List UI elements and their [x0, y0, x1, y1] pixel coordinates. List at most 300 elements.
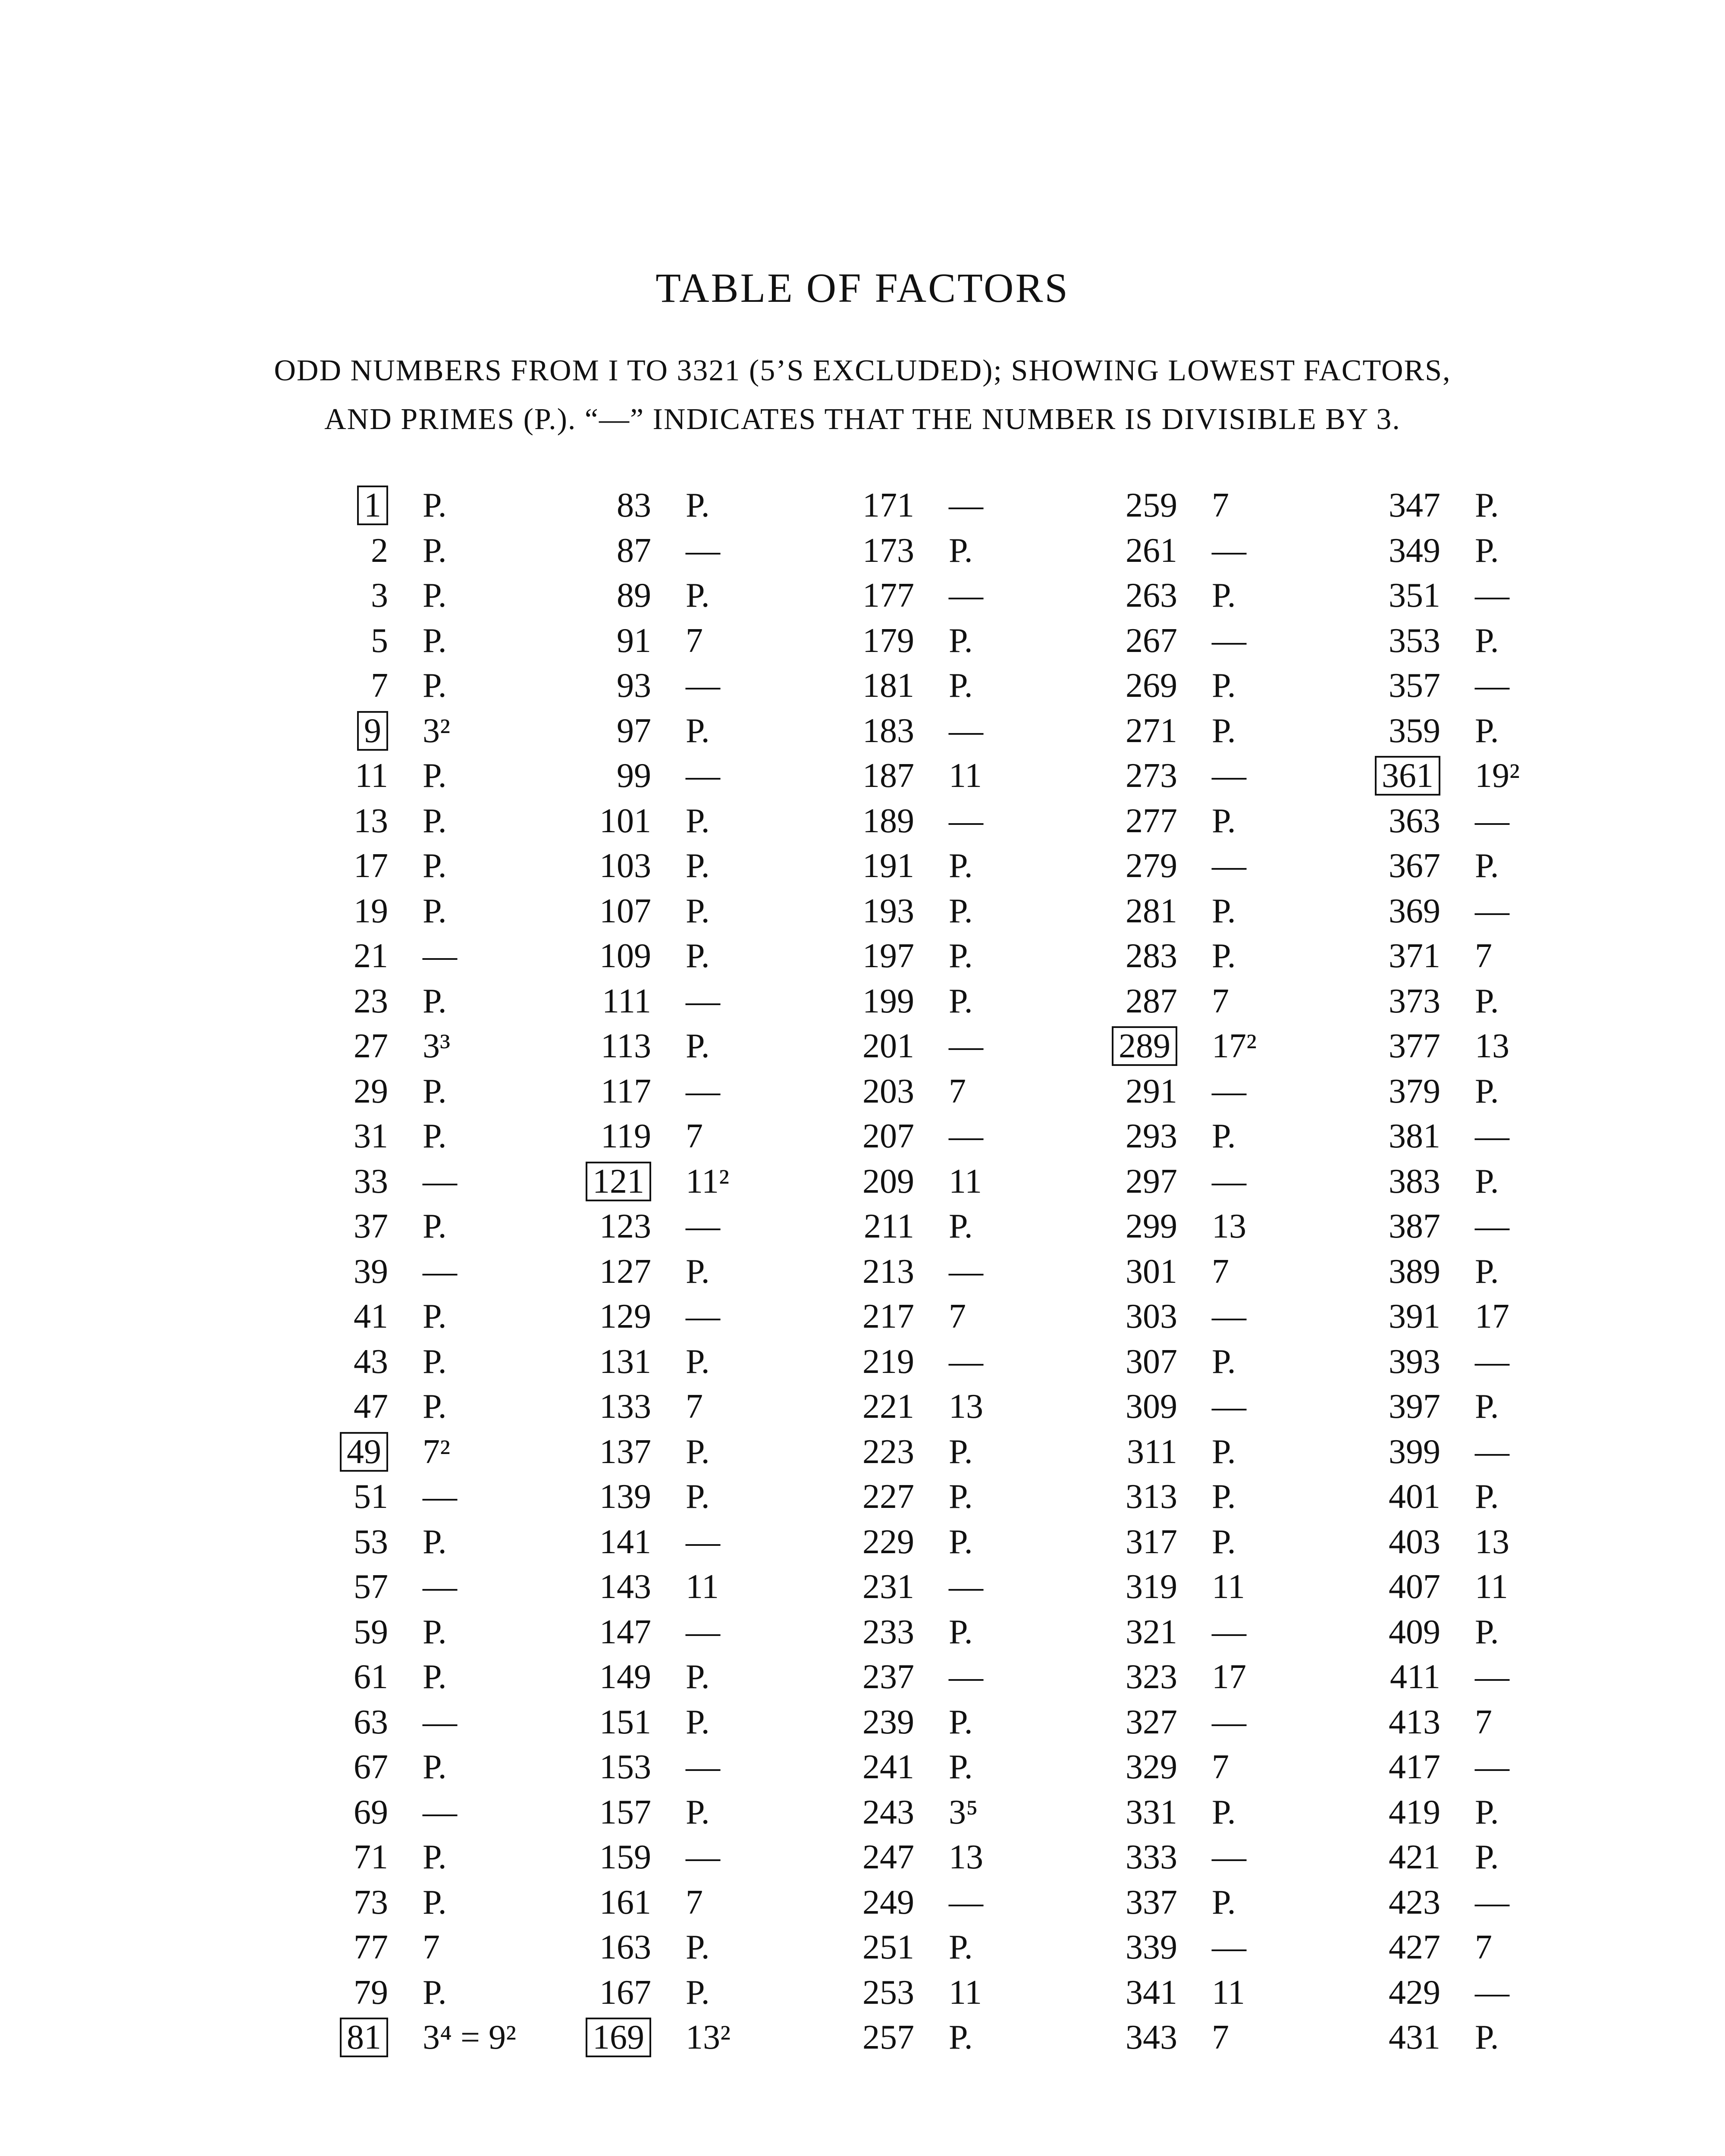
table-number: 299 — [1126, 1207, 1177, 1245]
table-factor: — — [686, 1207, 720, 1245]
table-number: 313 — [1126, 1478, 1177, 1516]
table-number: 379 — [1389, 1072, 1440, 1110]
table-factor: P. — [423, 1388, 447, 1426]
table-factor: — — [1475, 1883, 1509, 1921]
table-factor: — — [423, 1478, 457, 1516]
table-number: 27 — [354, 1027, 388, 1065]
table-number: 397 — [1389, 1388, 1440, 1426]
subtitle-line-1: ODD NUMBERS FROM I TO 3321 (5’S EXCLUDED); SHOWING LOWEST FACTORS, — [274, 354, 1451, 387]
table-factor: — — [1212, 757, 1246, 795]
table-number: 331 — [1126, 1793, 1177, 1831]
table-factor: P. — [686, 1658, 710, 1696]
table-factor: P. — [423, 486, 447, 524]
table-number: 257 — [862, 2018, 914, 2056]
table-number: 143 — [599, 1568, 651, 1606]
table-factor: 7² — [423, 1432, 450, 1471]
table-factor: P. — [423, 1613, 447, 1651]
table-number: 409 — [1389, 1613, 1440, 1651]
table-factor: 17 — [1212, 1658, 1246, 1696]
table-factor: 11 — [686, 1568, 719, 1606]
table-number: 319 — [1126, 1568, 1177, 1606]
table-factor: 3³ — [423, 1027, 450, 1065]
table-factor: P. — [949, 937, 973, 975]
table-number: 187 — [862, 757, 914, 795]
table-factor: 7 — [1212, 982, 1229, 1020]
table-factor: P. — [423, 1748, 447, 1786]
table-factor: P. — [949, 1432, 973, 1471]
table-factor: — — [1475, 577, 1509, 614]
table-factor: P. — [686, 577, 710, 614]
table-factor: P. — [423, 892, 447, 930]
table-factor: P. — [423, 667, 447, 705]
table-number: 201 — [862, 1027, 914, 1065]
table-factor: 7 — [423, 1928, 440, 1966]
table-factor: 13 — [1475, 1523, 1509, 1561]
table-number-square: 121 — [505, 1159, 668, 1204]
table-number: 29 — [354, 1072, 388, 1110]
table-number: 393 — [1389, 1342, 1440, 1381]
table-number: 79 — [354, 1973, 388, 2012]
table-number: 61 — [354, 1658, 388, 1696]
table-factor: P. — [423, 621, 447, 660]
table-number: 151 — [599, 1703, 651, 1741]
table-factor: — — [1475, 1432, 1509, 1471]
table-factor: P. — [423, 1297, 447, 1335]
table-factor: P. — [686, 802, 710, 840]
table-number: 131 — [599, 1342, 651, 1381]
table-number: 321 — [1126, 1613, 1177, 1651]
table-number: 241 — [862, 1748, 914, 1786]
table-factor: P. — [686, 1928, 710, 1966]
table-number: 99 — [617, 757, 651, 795]
table-number: 377 — [1389, 1027, 1440, 1065]
table-factor: P. — [423, 1838, 447, 1876]
table-number: 231 — [862, 1568, 914, 1606]
table-factor: — — [1475, 667, 1509, 705]
table-factor: P. — [949, 2018, 973, 2056]
table-number: 279 — [1126, 847, 1177, 885]
table-factor: P. — [1212, 1117, 1236, 1155]
table-factor: P. — [686, 1478, 710, 1516]
table-number: 117 — [600, 1072, 651, 1110]
table-factor: P. — [423, 847, 447, 885]
table-factor: — — [949, 1883, 983, 1921]
table-number: 53 — [354, 1523, 388, 1561]
table-factor: 11 — [1212, 1973, 1245, 2012]
table-number: 73 — [354, 1883, 388, 1921]
table-factor: — — [686, 1072, 720, 1110]
table-number: 87 — [617, 531, 651, 570]
table-number: 153 — [599, 1748, 651, 1786]
table-number: 41 — [354, 1297, 388, 1335]
table-number: 91 — [617, 621, 651, 660]
table-factor: P. — [1475, 847, 1499, 885]
table-factor: P. — [1212, 1523, 1236, 1561]
table-factor: — — [1475, 1342, 1509, 1381]
table-factor: 11 — [1212, 1568, 1245, 1606]
table-number: 291 — [1126, 1072, 1177, 1110]
table-number: 261 — [1126, 531, 1177, 570]
table-number: 213 — [862, 1252, 914, 1291]
table-factor: P. — [949, 1523, 973, 1561]
table-factor: — — [949, 711, 983, 750]
table-number: 307 — [1126, 1342, 1177, 1381]
table-number: 357 — [1389, 667, 1440, 705]
table-number: 219 — [862, 1342, 914, 1381]
table-number: 407 — [1389, 1568, 1440, 1606]
table-factor: — — [423, 1568, 457, 1606]
table-number: 309 — [1126, 1388, 1177, 1426]
table-factor: P. — [949, 847, 973, 885]
table-number: 161 — [599, 1883, 651, 1921]
table-factor: P. — [1475, 1478, 1499, 1516]
table-factor: 7 — [949, 1297, 966, 1335]
table-number: 259 — [1126, 486, 1177, 524]
table-factor: — — [1212, 621, 1246, 660]
table-number: 311 — [1126, 1432, 1177, 1471]
table-factor: 11² — [686, 1162, 730, 1200]
table-number: 411 — [1389, 1658, 1440, 1696]
table-number: 347 — [1389, 486, 1440, 524]
table-number: 367 — [1389, 847, 1440, 885]
table-number: 327 — [1126, 1703, 1177, 1741]
table-number: 383 — [1389, 1162, 1440, 1200]
table-number: 317 — [1126, 1523, 1177, 1561]
table-factor: P. — [1475, 1252, 1499, 1291]
table-factor: — — [1475, 1973, 1509, 2012]
table-number: 329 — [1126, 1748, 1177, 1786]
table-number: 21 — [354, 937, 388, 975]
table-factor: P. — [1475, 711, 1499, 750]
table-factor: P. — [1475, 531, 1499, 570]
table-factor: 13 — [949, 1388, 983, 1426]
subtitle-line-2: AND PRIMES (P.). “—” INDICATES THAT THE NUMBER IS DIVISIBLE BY 3. — [324, 403, 1401, 436]
table-factor: P. — [1212, 1432, 1236, 1471]
table-factor: — — [1212, 1703, 1246, 1741]
table-number: 63 — [354, 1703, 388, 1741]
table-number: 229 — [862, 1523, 914, 1561]
table-number: 301 — [1126, 1252, 1177, 1291]
table-factor: — — [1212, 1613, 1246, 1651]
table-factor: P. — [686, 1027, 710, 1065]
table-factor: — — [949, 802, 983, 840]
table-number: 183 — [862, 711, 914, 750]
table-number: 173 — [862, 531, 914, 570]
table-number-square: 49 — [242, 1429, 405, 1475]
table-number: 43 — [354, 1342, 388, 1381]
table-number: 17 — [354, 847, 388, 885]
table-factor: P. — [423, 757, 447, 795]
table-factor: P. — [949, 1207, 973, 1245]
table-factor: P. — [1475, 982, 1499, 1020]
table-factor: — — [686, 667, 720, 705]
table-factor: 7 — [686, 1883, 703, 1921]
table-number: 129 — [599, 1297, 651, 1335]
table-factor: 11 — [1475, 1568, 1509, 1606]
table-factor: P. — [949, 621, 973, 660]
table-factor: P. — [1212, 937, 1236, 975]
table-number: 277 — [1126, 802, 1177, 840]
table-factor: P. — [1212, 1793, 1236, 1831]
table-number: 387 — [1389, 1207, 1440, 1245]
table-factor: P. — [423, 1523, 447, 1561]
table-number: 101 — [599, 802, 651, 840]
table-number: 283 — [1126, 937, 1177, 975]
table-factor: P. — [1212, 892, 1236, 930]
table-factor: P. — [949, 1748, 973, 1786]
table-factor: — — [1212, 531, 1246, 570]
table-number: 59 — [354, 1613, 388, 1651]
table-factor: P. — [1212, 1478, 1236, 1516]
table-number: 189 — [862, 802, 914, 840]
table-factor: P. — [1475, 1613, 1499, 1651]
table-factor: 7 — [949, 1072, 966, 1110]
table-number: 297 — [1126, 1162, 1177, 1200]
table-number: 67 — [354, 1748, 388, 1786]
table-factor: 13 — [1212, 1207, 1246, 1245]
table-number: 107 — [599, 892, 651, 930]
table-factor: — — [1212, 1162, 1246, 1200]
table-number: 163 — [599, 1928, 651, 1966]
table-factor: 19² — [1475, 757, 1520, 795]
table-number: 239 — [862, 1703, 914, 1741]
table-factor: P. — [1212, 802, 1236, 840]
table-number: 391 — [1389, 1297, 1440, 1335]
table-factor: — — [1475, 892, 1509, 930]
table-factor: — — [1212, 1297, 1246, 1335]
table-factor: P. — [423, 982, 447, 1020]
table-number: 77 — [354, 1928, 388, 1966]
table-number: 103 — [599, 847, 651, 885]
table-number: 287 — [1126, 982, 1177, 1020]
table-factor: P. — [949, 667, 973, 705]
table-number: 23 — [354, 982, 388, 1020]
table-number: 93 — [617, 667, 651, 705]
table-number: 141 — [599, 1523, 651, 1561]
table-number: 269 — [1126, 667, 1177, 705]
table-number: 223 — [862, 1432, 914, 1471]
table-factor: P. — [686, 711, 710, 750]
table-factor: — — [1475, 1207, 1509, 1245]
table-number: 137 — [599, 1432, 651, 1471]
table-factor: — — [423, 1252, 457, 1291]
table-number: 39 — [354, 1252, 388, 1291]
table-factor: — — [686, 757, 720, 795]
table-number: 399 — [1389, 1432, 1440, 1471]
table-number: 267 — [1126, 621, 1177, 660]
table-number: 251 — [862, 1928, 914, 1966]
table-factor: — — [949, 1658, 983, 1696]
table-number: 381 — [1389, 1117, 1440, 1155]
table-number: 273 — [1126, 757, 1177, 795]
table-factor: 3⁵ — [949, 1793, 978, 1831]
table-factor: 13² — [686, 2018, 731, 2056]
table-number: 11 — [354, 757, 388, 795]
table-number: 243 — [862, 1793, 914, 1831]
table-number: 339 — [1126, 1928, 1177, 1966]
table-number: 111 — [602, 982, 651, 1020]
table-number: 181 — [862, 667, 914, 705]
table-number: 157 — [599, 1793, 651, 1831]
table-number: 293 — [1126, 1117, 1177, 1155]
table-number: 237 — [862, 1658, 914, 1696]
table-factor: P. — [1475, 621, 1499, 660]
table-number-square: 81 — [242, 2015, 405, 2060]
table-factor: 7 — [1212, 1748, 1229, 1786]
table-factor: — — [1212, 847, 1246, 885]
table-factor: 13 — [949, 1838, 983, 1876]
table-factor: — — [1212, 1928, 1246, 1966]
table-number: 421 — [1389, 1838, 1440, 1876]
table-factor: P. — [1212, 711, 1236, 750]
table-number: 51 — [354, 1478, 388, 1516]
table-number: 209 — [862, 1162, 914, 1200]
table-number: 97 — [617, 711, 651, 750]
table-factor: P. — [686, 1342, 710, 1381]
table-number: 139 — [599, 1478, 651, 1516]
table-number: 353 — [1389, 621, 1440, 660]
table-factor: P. — [1475, 486, 1499, 524]
table-factor: — — [686, 1748, 720, 1786]
table-number: 351 — [1389, 577, 1440, 614]
table-factor: P. — [1212, 577, 1236, 614]
table-number: 333 — [1126, 1838, 1177, 1876]
table-factor: P. — [1212, 1883, 1236, 1921]
table-number: 417 — [1389, 1748, 1440, 1786]
table-number: 13 — [354, 802, 388, 840]
table-factor: — — [1475, 1117, 1509, 1155]
table-number: 431 — [1389, 2018, 1440, 2056]
table-number: 149 — [599, 1658, 651, 1696]
table-factor: — — [949, 577, 983, 614]
table-number: 371 — [1389, 937, 1440, 975]
table-factor: 11 — [949, 1162, 982, 1200]
table-number: 199 — [862, 982, 914, 1020]
table-number: 167 — [599, 1973, 651, 2012]
table-number: 363 — [1389, 802, 1440, 840]
table-factor: P. — [686, 892, 710, 930]
table-factor: — — [686, 982, 720, 1020]
table-number: 113 — [600, 1027, 651, 1065]
table-number: 31 — [354, 1117, 388, 1155]
table-number: 429 — [1389, 1973, 1440, 2012]
table-number: 179 — [862, 621, 914, 660]
table-factor: P. — [1475, 1838, 1499, 1876]
table-number: 341 — [1126, 1973, 1177, 2012]
table-number: 337 — [1126, 1883, 1177, 1921]
table-number: 71 — [354, 1838, 388, 1876]
table-factor: — — [1212, 1072, 1246, 1110]
table-factor: 3⁴ = 9² — [423, 2018, 516, 2056]
table-number: 89 — [617, 577, 651, 614]
table-number: 233 — [862, 1613, 914, 1651]
table-factor: P. — [686, 486, 710, 524]
table-number: 19 — [354, 892, 388, 930]
table-factor: P. — [1475, 1162, 1499, 1200]
table-number: 419 — [1389, 1793, 1440, 1831]
table-factor: 7 — [1475, 1703, 1492, 1741]
table-number: 211 — [863, 1207, 914, 1245]
table-number: 343 — [1126, 2018, 1177, 2056]
table-factor: P. — [423, 531, 447, 570]
table-number: 37 — [354, 1207, 388, 1245]
table-factor: — — [686, 1613, 720, 1651]
table-number: 221 — [862, 1388, 914, 1426]
table-factor: P. — [1475, 2018, 1499, 2056]
table-factor: P. — [949, 982, 973, 1020]
table-factor: P. — [423, 802, 447, 840]
table-factor: 7 — [1212, 1252, 1229, 1291]
table-factor: — — [686, 1523, 720, 1561]
table-factor: P. — [1475, 1793, 1499, 1831]
table-factor: — — [1212, 1838, 1246, 1876]
table-factor: — — [686, 531, 720, 570]
table-factor: P. — [949, 1478, 973, 1516]
table-number: 249 — [862, 1883, 914, 1921]
table-number: 57 — [354, 1568, 388, 1606]
table-factor: P. — [423, 1072, 447, 1110]
table-factor: — — [1475, 802, 1509, 840]
table-factor: P. — [949, 531, 973, 570]
table-factor: — — [1475, 1658, 1509, 1696]
table-factor: P. — [423, 1207, 447, 1245]
table-number: 133 — [599, 1388, 651, 1426]
table-number: 389 — [1389, 1252, 1440, 1291]
table-factor: P. — [949, 1928, 973, 1966]
table-factor: P. — [423, 577, 447, 614]
table-number: 413 — [1389, 1703, 1440, 1741]
table-factor: P. — [423, 1658, 447, 1696]
table-number: 369 — [1389, 892, 1440, 930]
table-factor: 11 — [949, 757, 982, 795]
table-factor: P. — [686, 1793, 710, 1831]
table-factor: P. — [949, 1703, 973, 1741]
page-title: TABLE OF FACTORS — [656, 265, 1070, 311]
table-number: 69 — [354, 1793, 388, 1831]
table-number: 281 — [1126, 892, 1177, 930]
table-number-square: 1 — [242, 483, 405, 528]
table-factor: 7 — [686, 621, 703, 660]
table-number: 3 — [371, 577, 388, 614]
table-factor: — — [949, 486, 983, 524]
table-number: 193 — [862, 892, 914, 930]
table-factor: 17 — [1475, 1297, 1509, 1335]
table-number: 171 — [862, 486, 914, 524]
table-number-square: 289 — [1031, 1024, 1195, 1069]
table-factor: P. — [1475, 1388, 1499, 1426]
table-number: 217 — [862, 1297, 914, 1335]
table-number: 401 — [1389, 1478, 1440, 1516]
table-number: 359 — [1389, 711, 1440, 750]
table-number: 159 — [599, 1838, 651, 1876]
table-factor: P. — [423, 1117, 447, 1155]
table-number: 123 — [599, 1207, 651, 1245]
table-factor: 11 — [949, 1973, 982, 2012]
table-factor: 3² — [423, 711, 450, 750]
table-factor: P. — [686, 847, 710, 885]
table-number: 303 — [1126, 1297, 1177, 1335]
table-number: 109 — [599, 937, 651, 975]
table-factor: — — [423, 1162, 457, 1200]
table-number: 253 — [862, 1973, 914, 2012]
table-factor: P. — [949, 1613, 973, 1651]
table-number: 271 — [1126, 711, 1177, 750]
table-factor: — — [686, 1297, 720, 1335]
table-number: 247 — [862, 1838, 914, 1876]
table-factor: P. — [1475, 1072, 1499, 1110]
table-factor: 7 — [686, 1388, 703, 1426]
table-factor: — — [949, 1117, 983, 1155]
